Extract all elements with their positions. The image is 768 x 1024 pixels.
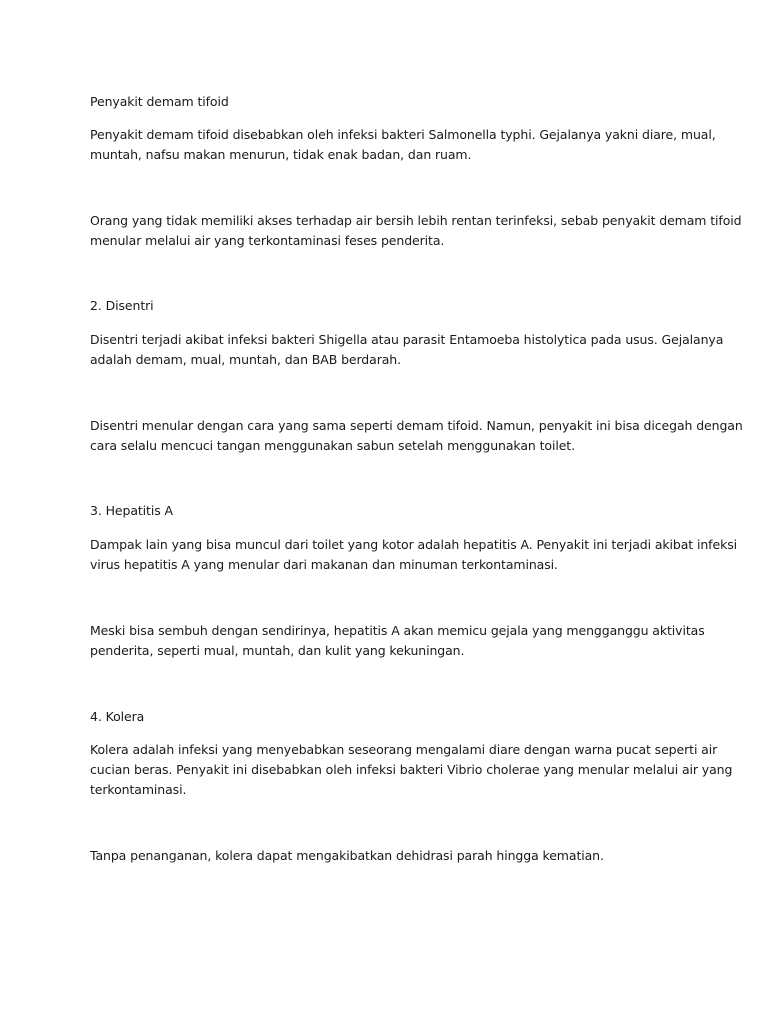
text-line: Penyakit demam tifoid disebabkan oleh infeksi bakteri Salmonella typhi. Gejalanya yakni diare, mual, [90, 127, 716, 142]
text-line: Orang yang tidak memiliki akses terhadap air bersih lebih rentan terinfeksi, sebab penyakit demam tifoid [90, 213, 742, 228]
text-line: virus hepatitis A yang menular dari makanan dan minuman terkontaminasi. [90, 557, 558, 572]
text-line: Disentri terjadi akibat infeksi bakteri Shigella atau parasit Entamoeba histolytica pada usus. Gejalanya [90, 332, 724, 347]
text-line: Meski bisa sembuh dengan sendirinya, hepatitis A akan memicu gejala yang mengganggu aktivitas [90, 623, 705, 638]
text-line: 4. Kolera [90, 709, 145, 724]
text-line: Dampak lain yang bisa muncul dari toilet yang kotor adalah hepatitis A. Penyakit ini terjadi akibat infeksi [90, 537, 737, 552]
text-line: terkontaminasi. [90, 782, 187, 797]
paragraph-hepatitis-symptoms [90, 621, 705, 661]
heading-demam-tifoid [90, 92, 690, 112]
paragraph-kolera-cause [90, 740, 733, 800]
paragraph-tifoid-cause [90, 125, 716, 165]
paragraph-disentri-cause [90, 330, 724, 370]
text-line: 3. Hepatitis A [90, 503, 173, 518]
text-line: 2. Disentri [90, 298, 154, 313]
text-line: muntah, nafsu makan menurun, tidak enak badan, dan ruam. [90, 147, 472, 162]
heading-hepatitis-a [90, 501, 690, 521]
text-line: penderita, seperti mual, muntah, dan kulit yang kekuningan. [90, 643, 465, 658]
text-line: Disentri menular dengan cara yang sama seperti demam tifoid. Namun, penyakit ini bisa dicegah dengan [90, 418, 743, 433]
text-line: menular melalui air yang terkontaminasi feses penderita. [90, 233, 445, 248]
paragraph-disentri-prevention [90, 416, 743, 456]
paragraph-tifoid-transmission [90, 211, 742, 251]
text-line: cara selalu mencuci tangan menggunakan sabun setelah menggunakan toilet. [90, 438, 575, 453]
text-line: cucian beras. Penyakit ini disebabkan oleh infeksi bakteri Vibrio cholerae yang menular melalui air yang [90, 762, 733, 777]
text-line: Kolera adalah infeksi yang menyebabkan seseorang mengalami diare dengan warna pucat seperti air [90, 742, 718, 757]
paragraph-hepatitis-cause [90, 535, 737, 575]
text-line: adalah demam, mual, muntah, dan BAB berdarah. [90, 352, 401, 367]
paragraph-kolera-outcome [90, 846, 690, 866]
text-line: Tanpa penanganan, kolera dapat mengakibatkan dehidrasi parah hingga kematian. [90, 848, 604, 863]
heading-disentri [90, 296, 690, 316]
heading-kolera [90, 707, 690, 727]
text-line: Penyakit demam tifoid [90, 94, 229, 109]
